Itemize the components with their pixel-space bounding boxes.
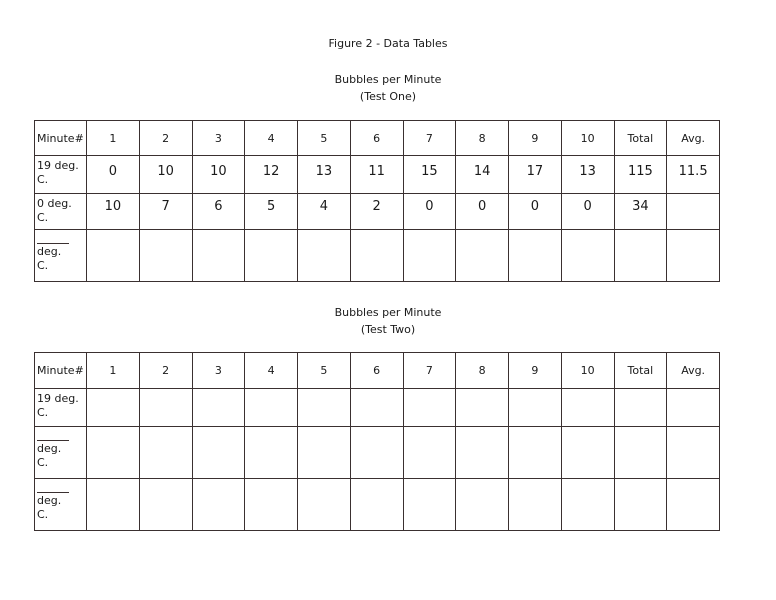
- table-cell: [87, 230, 140, 282]
- header-cell: 5: [298, 121, 351, 156]
- row-label: [35, 230, 87, 282]
- header-cell: 1: [87, 353, 140, 389]
- table-cell: [509, 427, 562, 479]
- table-cell: [350, 230, 403, 282]
- table-cell: 10: [192, 156, 245, 194]
- blank-line: [37, 492, 69, 493]
- table-row: [35, 389, 720, 427]
- table-cell: [87, 479, 140, 531]
- table-cell: [298, 389, 351, 427]
- data-table-test-two: [34, 352, 720, 531]
- table-cell: [298, 427, 351, 479]
- header-cell: 8: [456, 353, 509, 389]
- table2-subtitle: (Test Two): [360, 323, 416, 336]
- header-cell: Total: [614, 353, 667, 389]
- table-cell: 17: [509, 156, 562, 194]
- table-cell: [403, 389, 456, 427]
- table-row: [35, 230, 720, 282]
- header-cell: 7: [403, 121, 456, 156]
- table-cell: [139, 230, 192, 282]
- header-cell: 9: [509, 121, 562, 156]
- table-cell: 4: [298, 194, 351, 230]
- table-row: [35, 156, 720, 194]
- header-cell: 4: [245, 121, 298, 156]
- table-cell: [245, 230, 298, 282]
- table-cell: [245, 389, 298, 427]
- table-cell: 0: [87, 156, 140, 194]
- table-cell: 0: [456, 194, 509, 230]
- table-cell: [614, 479, 667, 531]
- table-cell: [192, 389, 245, 427]
- table-cell: [298, 479, 351, 531]
- header-cell: 6: [350, 353, 403, 389]
- table-cell: [561, 230, 614, 282]
- row-label-line2: C.: [37, 173, 49, 186]
- header-cell: 1: [87, 121, 140, 156]
- table-cell: [87, 389, 140, 427]
- row-label-line2: C.: [37, 259, 49, 272]
- header-cell: 7: [403, 353, 456, 389]
- table-cell: 13: [561, 156, 614, 194]
- table-cell: [245, 479, 298, 531]
- table-cell: [667, 230, 720, 282]
- table-cell: [403, 479, 456, 531]
- blank-line: [37, 440, 69, 441]
- table-cell: [350, 479, 403, 531]
- table-row: [35, 194, 720, 230]
- table-cell: 11.5: [667, 156, 720, 194]
- row-label-line2: C.: [37, 406, 49, 419]
- table-cell: [509, 230, 562, 282]
- table-cell: [350, 389, 403, 427]
- table-cell: 14: [456, 156, 509, 194]
- table-cell: [403, 230, 456, 282]
- table-cell: [509, 479, 562, 531]
- table2-title: Bubbles per Minute: [334, 306, 442, 319]
- table-cell: [192, 427, 245, 479]
- table-cell: 10: [139, 156, 192, 194]
- table-cell: 10: [87, 194, 140, 230]
- table-cell: [139, 389, 192, 427]
- table-cell: 6: [192, 194, 245, 230]
- header-cell: 3: [192, 121, 245, 156]
- table-header-row: [35, 353, 720, 389]
- table-cell: 0: [561, 194, 614, 230]
- table-cell: [561, 479, 614, 531]
- row-label-line1: 0 deg.: [37, 197, 72, 210]
- row-label-line1: 19 deg.: [37, 159, 79, 172]
- table-cell: [139, 479, 192, 531]
- row-label: [35, 194, 87, 230]
- table-cell: 2: [350, 194, 403, 230]
- header-cell: 4: [245, 353, 298, 389]
- row-label: [35, 479, 87, 531]
- table-cell: [456, 427, 509, 479]
- data-table-test-one: [34, 120, 720, 282]
- table-cell: [561, 427, 614, 479]
- header-cell: Minute#: [35, 121, 87, 156]
- header-cell: Avg.: [667, 353, 720, 389]
- table-cell: [456, 389, 509, 427]
- table-cell: [667, 479, 720, 531]
- table-cell: 115: [614, 156, 667, 194]
- header-cell: 2: [139, 353, 192, 389]
- table-cell: 7: [139, 194, 192, 230]
- table-cell: [139, 427, 192, 479]
- header-cell: 10: [561, 353, 614, 389]
- figure-title: Figure 2 - Data Tables: [328, 37, 448, 50]
- header-cell: 9: [509, 353, 562, 389]
- row-label-line2: C.: [37, 211, 49, 224]
- table-cell: [403, 427, 456, 479]
- table-cell: 0: [509, 194, 562, 230]
- table-cell: 11: [350, 156, 403, 194]
- table-cell: [667, 427, 720, 479]
- header-cell: Avg.: [667, 121, 720, 156]
- header-cell: 5: [298, 353, 351, 389]
- table-cell: [192, 230, 245, 282]
- table-header-row: [35, 121, 720, 156]
- row-label-line1: deg.: [37, 245, 62, 258]
- table-cell: 34: [614, 194, 667, 230]
- header-cell: 8: [456, 121, 509, 156]
- table-cell: 5: [245, 194, 298, 230]
- header-cell: Total: [614, 121, 667, 156]
- row-label: [35, 389, 87, 427]
- row-label-line1: deg.: [37, 494, 62, 507]
- table-cell: [561, 389, 614, 427]
- table-cell: 15: [403, 156, 456, 194]
- table-cell: [614, 230, 667, 282]
- row-label-line2: C.: [37, 456, 49, 469]
- row-label: [35, 156, 87, 194]
- table-cell: [509, 389, 562, 427]
- header-cell: Minute#: [35, 353, 87, 389]
- table-cell: [614, 427, 667, 479]
- row-label-line1: deg.: [37, 442, 62, 455]
- table1-title: Bubbles per Minute: [334, 73, 442, 86]
- row-label: [35, 427, 87, 479]
- table-cell: 0: [403, 194, 456, 230]
- row-label-line2: C.: [37, 508, 49, 521]
- table-cell: [192, 479, 245, 531]
- blank-line: [37, 243, 69, 244]
- table-cell: [87, 427, 140, 479]
- table-cell: [298, 230, 351, 282]
- table-cell: 13: [298, 156, 351, 194]
- table-cell: [350, 427, 403, 479]
- table-row: [35, 479, 720, 531]
- table-cell: [667, 389, 720, 427]
- table-cell: [456, 479, 509, 531]
- row-label-line1: 19 deg.: [37, 392, 79, 405]
- table-cell: [614, 389, 667, 427]
- header-cell: 6: [350, 121, 403, 156]
- table-cell: [667, 194, 720, 230]
- table1-subtitle: (Test One): [359, 90, 417, 103]
- table-cell: 12: [245, 156, 298, 194]
- header-cell: 2: [139, 121, 192, 156]
- table-row: [35, 427, 720, 479]
- header-cell: 3: [192, 353, 245, 389]
- table-cell: [245, 427, 298, 479]
- header-cell: 10: [561, 121, 614, 156]
- table-cell: [456, 230, 509, 282]
